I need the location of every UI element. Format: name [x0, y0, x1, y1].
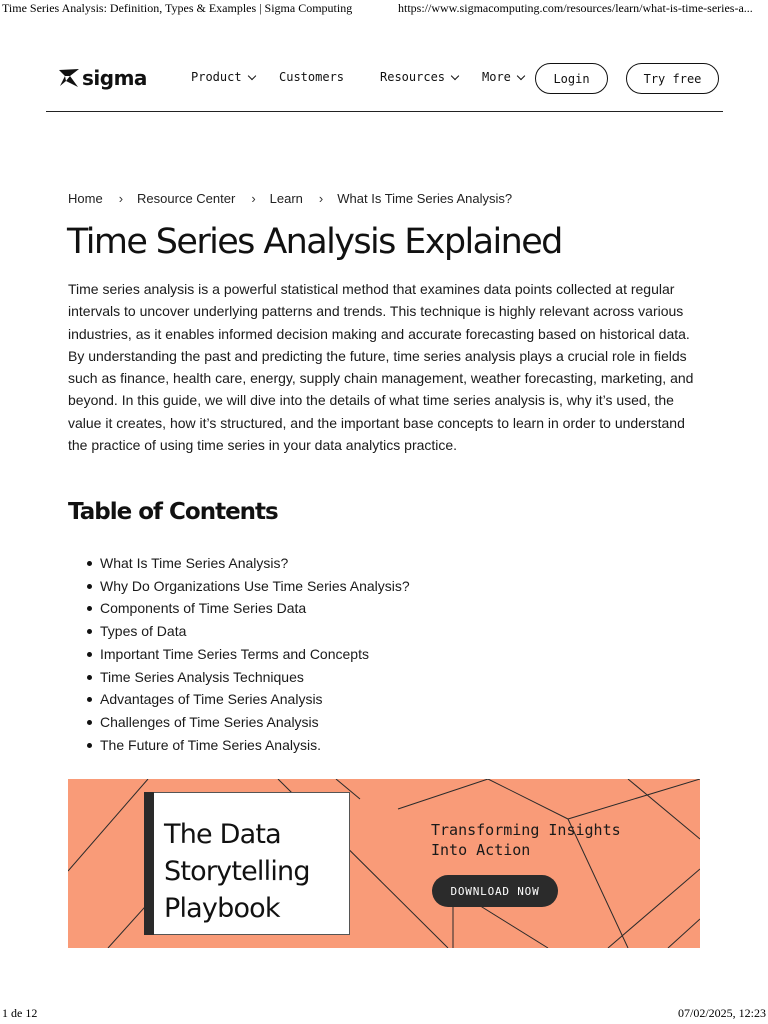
toc-item	[87, 552, 410, 575]
print-page-title: Time Series Analysis: Definition, Types & Examples | Sigma Computing	[2, 1, 353, 15]
toc-link[interactable]: The Future of Time Series Analysis.	[100, 736, 321, 753]
playbook-title: The Data Storytelling Playbook	[164, 819, 310, 924]
print-page-url: https://www.sigmacomputing.com/resources/learn/what-is-time-series-a...	[398, 1, 753, 15]
toc-item	[87, 666, 410, 689]
toc-item	[87, 734, 410, 757]
toc-link[interactable]: What Is Time Series Analysis?	[100, 555, 289, 571]
toc-item	[87, 575, 410, 598]
chevron-down-icon	[451, 71, 459, 79]
toc-item	[87, 688, 410, 711]
breadcrumb-separator: ›	[118, 191, 124, 206]
toc-link[interactable]: Advantages of Time Series Analysis	[100, 691, 323, 708]
toc-list	[87, 552, 410, 756]
toc-link[interactable]: Why Do Organizations Use Time Series Analysis?	[100, 577, 410, 594]
print-footer	[0, 1006, 768, 1024]
playbook-spine	[144, 792, 154, 935]
toc-link[interactable]: Important Time Series Terms and Concepts	[100, 645, 369, 662]
toc-link[interactable]: Time Series Analysis Techniques	[100, 668, 304, 685]
breadcrumb-home[interactable]: Home	[68, 191, 103, 206]
toc-item	[87, 643, 410, 666]
nav-more-label: More	[482, 70, 511, 84]
logo-text: sigma	[82, 66, 147, 90]
toc-item	[87, 620, 410, 643]
chevron-down-icon	[517, 71, 525, 79]
toc-link[interactable]: Challenges of Time Series Analysis	[100, 713, 319, 730]
login-button[interactable]: Login	[535, 63, 608, 94]
nav-product[interactable]	[191, 70, 255, 84]
breadcrumb-learn[interactable]: Learn	[269, 191, 303, 206]
print-page-number: 1 de 12	[2, 1006, 38, 1020]
nav-resources-label: Resources	[380, 70, 446, 84]
toc-link[interactable]: Components of Time Series Data	[100, 600, 307, 617]
breadcrumb-separator: ›	[318, 191, 324, 206]
sigma-logo[interactable]	[58, 66, 147, 90]
chevron-down-icon	[247, 71, 255, 79]
breadcrumb-current: What Is Time Series Analysis?	[337, 191, 513, 206]
playbook-cover	[144, 792, 350, 935]
nav-customers[interactable]	[279, 70, 344, 84]
try-free-button[interactable]: Try free	[626, 63, 719, 94]
toc-link[interactable]: Types of Data	[100, 623, 187, 640]
intro-paragraph: Time series analysis is a powerful statistical method that examines data points collected at regular intervals to uncover underlying patterns and trends. This technique is highly relevant across various industries, as it enables informed decision making and accurate forecasting based on historical data. By understanding the past and predicting the future, time series analysis plays a crucial role in fields such as finance, health care, energy, supply chain management, weather forecasting, marketing, and beyond. In this guide, we will dive into the details of what time series analysis is, why it’s used, the value it creates, how it’s structured, and the important base concepts to learn in order to understand the practice of using time series in your data analytics practice.	[68, 281, 694, 454]
toc-item	[87, 711, 410, 734]
print-datetime: 07/02/2025, 12:23	[677, 1006, 766, 1020]
download-now-button[interactable]: DOWNLOAD NOW	[432, 875, 558, 907]
nav-customers-label: Customers	[279, 70, 345, 84]
toc-item	[87, 597, 410, 620]
promo-banner[interactable]	[68, 779, 700, 948]
breadcrumb-separator: ›	[251, 191, 256, 206]
breadcrumb-resource-center[interactable]: Resource Center	[137, 191, 236, 206]
nav-more[interactable]	[482, 70, 524, 84]
print-header	[0, 0, 768, 18]
breadcrumb	[68, 191, 512, 206]
sigma-logo-icon	[58, 67, 80, 89]
nav-resources[interactable]	[380, 70, 458, 84]
nav-product-label: Product	[191, 70, 242, 84]
toc-heading: Table of Contents	[68, 499, 278, 525]
page-title: Time Series Analysis Explained	[67, 222, 562, 262]
banner-tagline: Transforming Insights Into Action	[431, 821, 621, 859]
top-navigation	[46, 56, 723, 112]
